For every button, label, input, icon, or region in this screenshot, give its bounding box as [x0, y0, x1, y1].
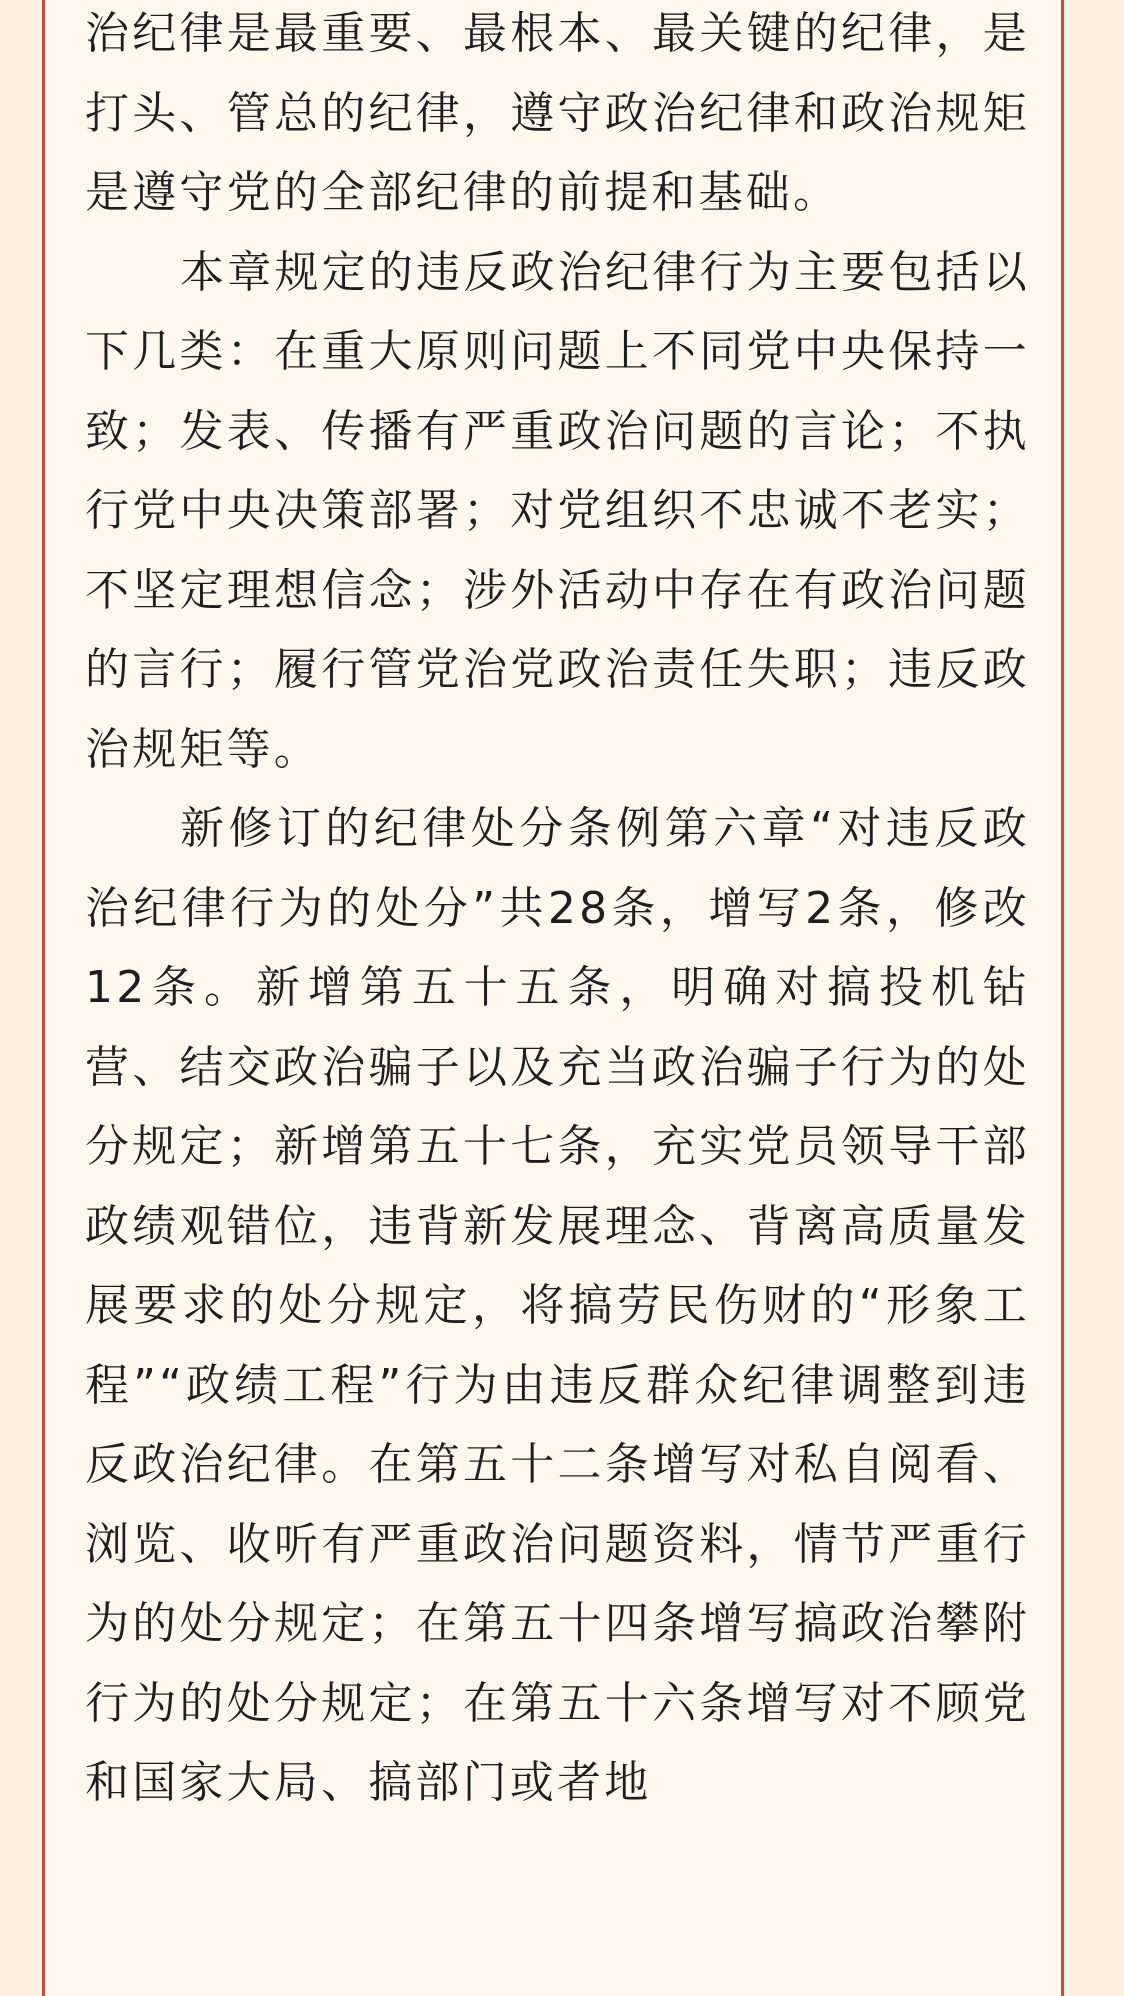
article-paragraph: 本章规定的违反政治纪律行为主要包括以下几类：在重大原则问题上不同党中央保持一致；发表、传播有严重政治问题的言论；不执行党中央决策部署；对党组织不忠诚不老实；不坚定理想信念；涉外活动中存在有政治问题的言行；履行管党治党政治责任失职；违反政治规矩等。 [85, 246, 1030, 775]
article-paragraph-continued: 治纪律是最重要、最根本、最关键的纪律，是打头、管总的纪律，遵守政治纪律和政治规矩是遵守党的全部纪律的前提和基础。 [85, 8, 1030, 218]
article-paragraph: 新修订的纪律处分条例第六章“对违反政治纪律行为的处分”共28条，增写2条，修改12条。新增第五十五条，明确对搞投机钻营、结交政治骗子以及充当政治骗子行为的处分规定；新增第五十七条，充实党员领导干部政绩观错位，违背新发展理念、背离高质量发展要求的处分规定，将搞劳民伤财的“形象工程”“政绩工程”行为由违反群众纪律调整到违反政治纪律。在第五十二条增写对私自阅看、浏览、收听有严重政治问题资料，情节严重行为的处分规定；在第五十四条增写搞政治攀附行为的处分规定；在第五十六条增写对不顾党和国家大局、搞部门或者地 [85, 803, 1030, 1808]
article-body [85, 0, 1030, 1823]
article-page-frame [42, 0, 1064, 1996]
